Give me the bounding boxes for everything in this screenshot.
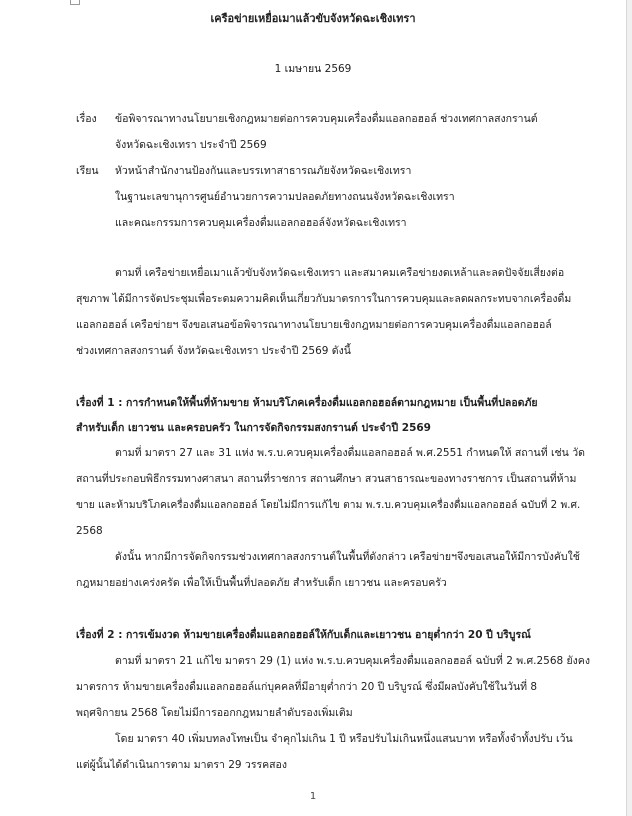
subject-line-2: จังหวัดฉะเชิงเทรา ประจำปี 2569	[115, 139, 267, 151]
topic-1-body-line-1: ตามที่ มาตรา 27 และ 31 แห่ง พ.ร.บ.ควบคุมเครื่องดื่มแอลกอฮอล์ พ.ศ.2551 กำหนดให้ สถานที่ เช่น วัด	[115, 447, 585, 459]
topic-2-body-line-2: มาตรการ ห้ามขายเครื่องดื่มแอลกอฮอล์แก่บุคคลที่มีอายุต่ำกว่า 20 ปี บริบูรณ์ ซึ่งมีผลบังคับใช้ในวันที่ 8	[76, 681, 538, 693]
topic-2-body2-line-2: แต่ผู้นั้นได้ดำเนินการตาม มาตรา 29 วรรคสอง	[76, 759, 287, 771]
intro-line-2: สุขภาพ ได้มีการจัดประชุมเพื่อระดมความคิดเห็นเกี่ยวกับมาตรการในการควบคุมและลดผลกระทบจากเครื่องดื่ม	[76, 293, 572, 305]
recipient-label: เรียน	[76, 165, 99, 177]
topic-2-heading: เรื่องที่ 2 : การเข้มงวด ห้ามขายเครื่องดื่มแอลกอฮอล์ให้กับเด็กและเยาวชน อายุต่ำกว่า 20 ปี บริบูรณ์	[76, 629, 531, 641]
topic-1-body-line-2: สถานที่ประกอบพิธีกรรมทางศาสนา สถานที่ราชการ สถานศึกษา สวนสาธารณะของทางราชการ เป็นสถานที่ห้าม	[76, 473, 577, 485]
page-number: 1	[309, 791, 317, 802]
topic-1-body-line-3: ขาย และห้ามบริโภคเครื่องดื่มแอลกอฮอล์ โดยไม่มีการแก้ไข ตาม พ.ร.บ.ควบคุมเครื่องดื่มแอลกอฮอล์ ฉบับที่ 2 พ.ศ.	[76, 499, 581, 511]
page-corner-mark	[70, 0, 80, 5]
topic-1-body-line-4: 2568	[76, 525, 103, 537]
topic-1-body2-line-2: กฎหมายอย่างเคร่งครัด เพื่อให้เป็นพื้นที่ปลอดภัย สำหรับเด็ก เยาวชน และครอบครัว	[76, 577, 447, 589]
intro-line-1: ตามที่ เครือข่ายเหยื่อเมาแล้วขับจังหวัดฉะเชิงเทรา และสมาคมเครือข่ายงดเหล้าและลดปัจจัยเสี่ยงต่อ	[115, 267, 565, 279]
topic-2-body-line-3: พฤศจิกายน 2568 โดยไม่มีการออกกฎหมายลำดับรองเพิ่มเติม	[76, 707, 353, 719]
subject-line-1: ข้อพิจารณาทางนโยบายเชิงกฎหมายต่อการควบคุมเครื่องดื่มแอลกอฮอล์ ช่วงเทศกาลสงกรานต์	[115, 113, 538, 125]
topic-2-body-line-1: ตามที่ มาตรา 21 แก้ไข มาตรา 29 (1) แห่ง พ.ร.บ.ควบคุมเครื่องดื่มแอลกอฮอล์ ฉบับที่ 2 พ.ศ.2568 ยังคง	[115, 655, 590, 667]
document-date: 1 เมษายน 2569	[274, 63, 352, 75]
topic-1-heading-line-1: เรื่องที่ 1 : การกำหนดให้พื้นที่ห้ามขาย ห้ามบริโภคเครื่องดื่มแอลกอฮอล์ตามกฎหมาย เป็นพื้นที่ปลอดภัย	[76, 397, 538, 409]
subject-label: เรื่อง	[76, 113, 97, 125]
intro-line-4: ช่วงเทศกาลสงกรานต์ จังหวัดฉะเชิงเทรา ประจำปี 2569 ดังนี้	[76, 345, 351, 357]
topic-2-body2-line-1: โดย มาตรา 40 เพิ่มบทลงโทษเป็น จำคุกไม่เกิน 1 ปี หรือปรับไม่เกินหนึ่งแสนบาท หรือทั้งจำทั้งปรับ เว้น	[115, 733, 573, 745]
recipient-line-2: ในฐานะเลขานุการศูนย์อำนวยการความปลอดภัยทางถนนจังหวัดฉะเชิงเทรา	[115, 191, 455, 203]
topic-1-heading-line-2: สำหรับเด็ก เยาวชน และครอบครัว ในการจัดกิจกรรมสงกรานต์ ประจำปี 2569	[76, 422, 431, 434]
topic-1-body2-line-1: ดังนั้น หากมีการจัดกิจกรรมช่วงเทศกาลสงกรานต์ในพื้นที่ดังกล่าว เครือข่ายฯจึงขอเสนอให้มีการบังคับใช้	[115, 551, 580, 563]
recipient-line-1: หัวหน้าสำนักงานป้องกันและบรรเทาสาธารณภัยจังหวัดฉะเชิงเทรา	[115, 165, 412, 177]
recipient-line-3: และคณะกรรมการควบคุมเครื่องดื่มแอลกอฮอล์จังหวัดฉะเชิงเทรา	[115, 217, 407, 229]
intro-line-3: แอลกอฮอล์ เครือข่ายฯ จึงขอเสนอข้อพิจารณาทางนโยบายเชิงกฎหมายต่อการควบคุมเครื่องดื่มแอลกอฮอล์	[76, 319, 552, 331]
document-title: เครือข่ายเหยื่อเมาแล้วขับจังหวัดฉะเชิงเทรา	[210, 12, 416, 25]
